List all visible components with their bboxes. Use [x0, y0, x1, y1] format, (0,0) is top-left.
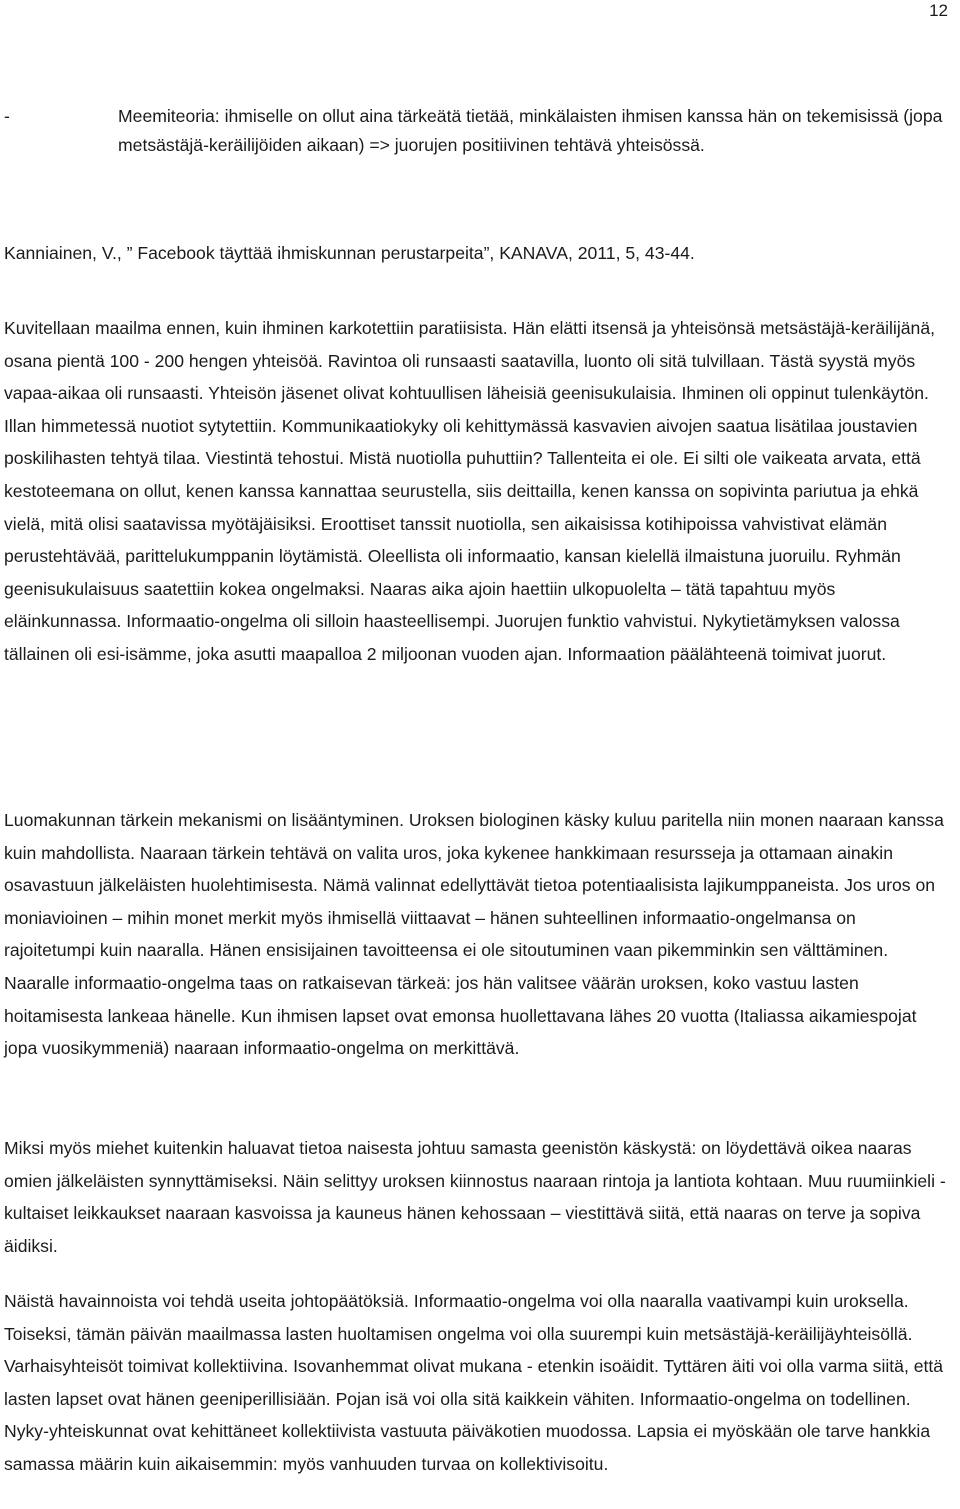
paragraph-reproduction: Luomakunnan tärkein mekanismi on lisääntyminen. Uroksen biologinen käsky kuluu paritella niin monen naaraan kanssa kuin mahdollista. Naaraan tärkein tehtävä on valita uros, joka kykenee hankkimaan resursseja ja ottamaan ainakin osavastuun jälkeläisten huolehtimisesta. Nämä valinnat edellyttävät tietoa potentiaalisista lajikumppaneista. Jos uros on moniavioinen – mihin monet merkit myös ihmisellä viittaavat – hänen suhteellinen informaatio-ongelmansa on rajoitetumpi kuin naaralla. Hänen ensisijainen tavoitteensa ei ole sitoutuminen vaan pikemminkin sen välttäminen. Naaralle informaatio-ongelma taas on ratkaisevan tärkeä: jos hän valitsee väärän uroksen, koko vastuu lasten hoitamisesta lankeaa hänelle. Kun ihmisen lapset ovat emonsa huollettavana lähes 20 vuotta (Italiassa aikamiespojat jopa vuosikymmeniä) naaraan informaatio-ongelma on merkittävä. [4, 810, 944, 1059]
paragraph-men-interest: Miksi myös miehet kuitenkin haluavat tietoa naisesta johtuu samasta geenistön käskystä: on löydettävä oikea naaras omien jälkeläisten synnyttämiseksi. Näin selittyy uroksen kiinnostus naaraan rintoja ja lantiota kohtaan. Muu ruumiinkieli - kultaiset leikkaukset naaraan kasvoissa ja kauneus hänen kehossaan – viestittävä siitä, että naaras on terve ja sopiva äidiksi. [4, 1138, 946, 1256]
page-number: 12 [929, 1, 948, 20]
paragraph-primordial-world: Kuvitellaan maailma ennen, kuin ihminen karkotettiin paratiisista. Hän elätti itsensä ja yhteisönsä metsästäjä-keräilijänä, osana pientä 100 - 200 hengen yhteisöä. Ravintoa oli runsaasti saatavilla, luonto oli sitä tulvillaan. Tästä syystä myös vapaa-aikaa oli runsaasti. Yhteisön jäsenet olivat kohtuullisen läheisiä geenisukulaisia. Ihminen oli oppinut tulenkäytön. Illan himmetessä nuotiot sytytettiin. Kommunikaatiokyky oli kehittymässä kasvavien aivojen saatua lisätilaa joustavien poskilihasten tehtyä tilaa. Viestintä tehostui. Mistä nuotiolla puhuttiin? Tallenteita ei ole. Ei silti ole vaikeata arvata, että kestoteemana on ollut, kenen kanssa kannattaa seurustella, siis deittailla, kenen kanssa on sopivinta pariutua ja ehkä vielä, mitä olisi saatavissa myötäjäisiksi. Eroottiset tanssit nuotiolla, sen aikaisissa kotihipoissa vahvistivat elämän perustehtävää, parittelukumppanin löytämistä. Oleellista oli informaatio, kansan kielellä ilmaistuna juoruilu. Ryhmän geenisukulaisuus saatettiin kokea ongelmaksi. Naaras aika ajoin haettiin ulkopuolelta – tätä tapahtuu myös eläinkunnassa. Informaatio-ongelma oli silloin haasteellisempi. Juorujen funktio vahvistui. Nykytietämyksen valossa tällainen oli esi-isämme, joka asutti maapalloa 2 miljoonan vuoden ajan. Informaation päälähteenä toimivat juorut. [4, 318, 935, 664]
paragraph-conclusions: Näistä havainnoista voi tehdä useita johtopäätöksiä. Informaatio-ongelma voi olla naaralla vaativampi kuin uroksella. Toiseksi, tämän päivän maailmassa lasten huoltamisen ongelma voi olla suurempi kuin metsästäjä-keräilijäyhteisöllä. Varhaisyhteisöt toimivat kollektiivina. Isovanhemmat olivat mukana - etenkin isoäidit. Tyttären äiti voi olla varma siitä, että lasten lapset ovat hänen geeniperillisiään. Pojan isä voi olla sitä kaikkein vähiten. Informaatio-ongelma on todellinen. Nyky-yhteiskunnat ovat kehittäneet kollektiivista vastuuta päiväkotien muodossa. Lapsia ei myöskään ole tarve hankkia samassa määrin kuin aikaisemmin: myös vanhuuden turvaa on kollektivisoitu. [4, 1291, 944, 1474]
bullet-marker: - [4, 106, 10, 126]
bullet-item-meme-theory [4, 102, 950, 160]
reference-citation: Kanniainen, V., ” Facebook täyttää ihmiskunnan perustarpeita”, KANAVA, 2011, 5, 43-44. [4, 243, 695, 263]
bullet-text: Meemiteoria: ihmiselle on ollut aina tärkeätä tietää, minkälaisten ihmisen kanssa hän on tekemisissä (jopa metsästäjä-keräilijöiden aikaan) => juorujen positiivinen tehtävä yhteisössä. [118, 106, 943, 155]
